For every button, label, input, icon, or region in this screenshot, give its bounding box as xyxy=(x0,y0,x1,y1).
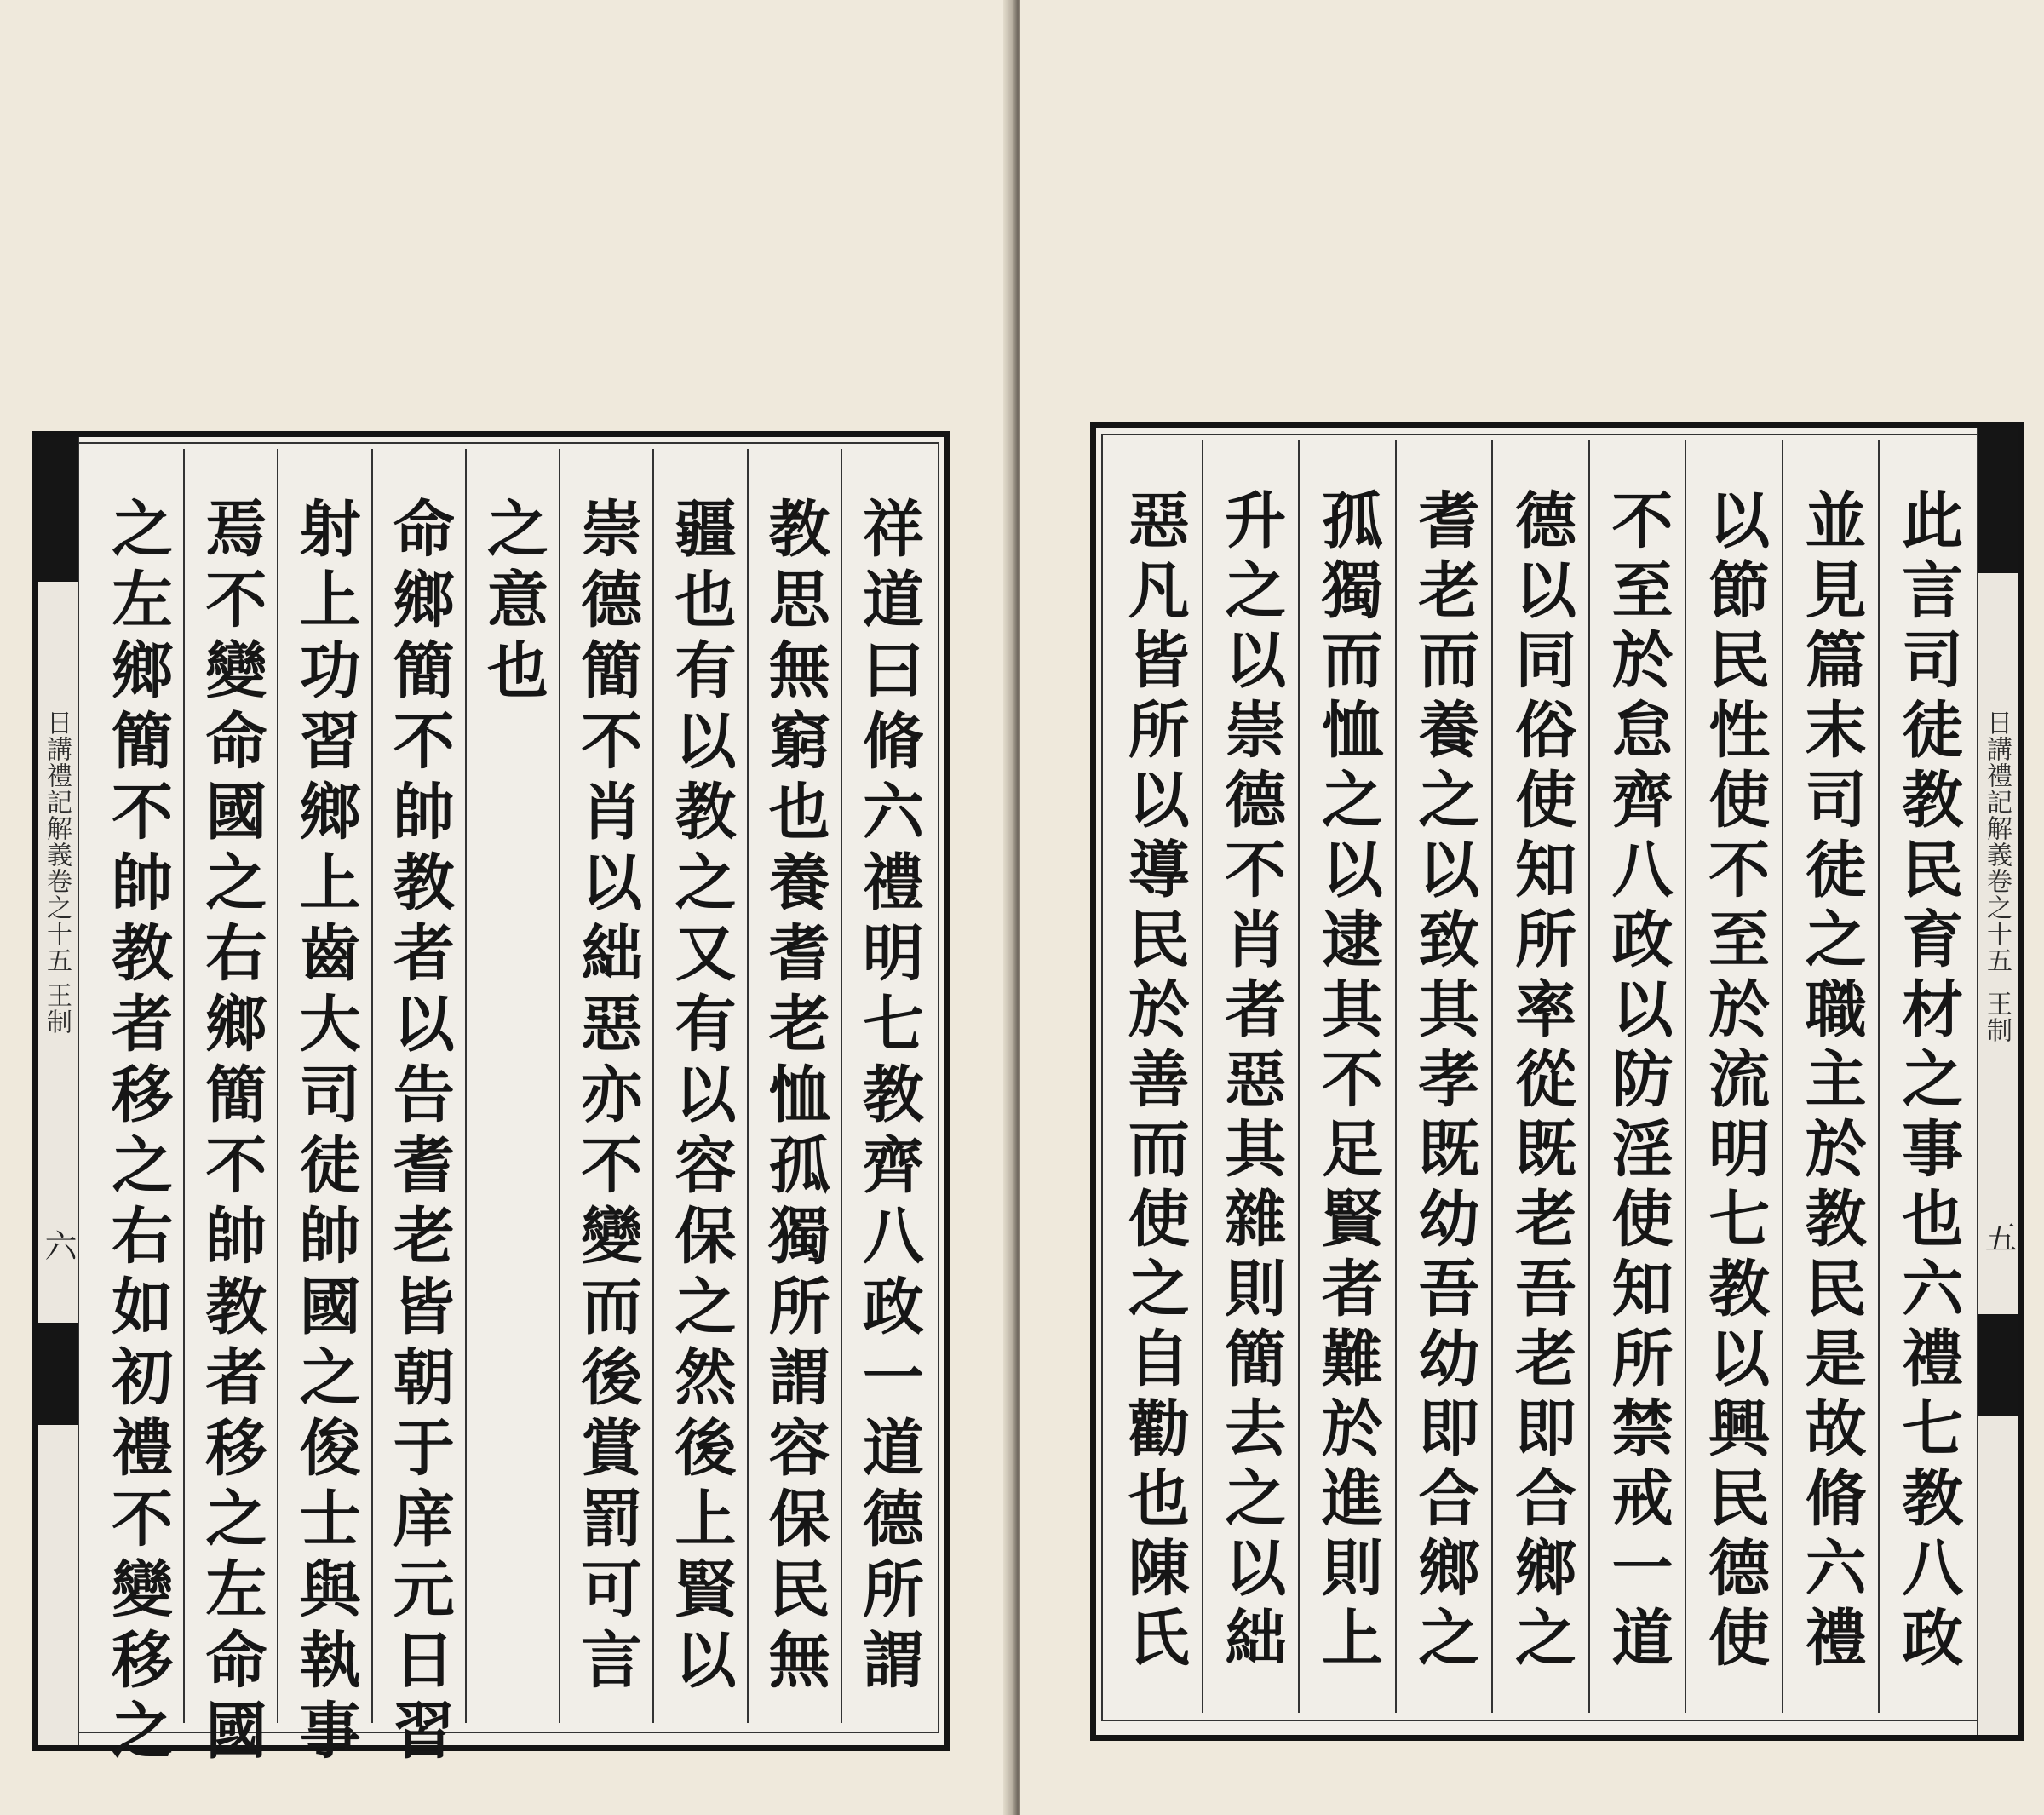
column-text: 焉不變命國之右鄉簡不帥教者移之左命國 xyxy=(195,497,268,1769)
column-text: 不至於怠齊八政以防淫使知所禁戒一道 xyxy=(1601,488,1674,1675)
fishtail-mark xyxy=(1978,428,2018,573)
text-column xyxy=(747,449,841,1723)
column-text: 德以同俗使知所率從既老吾老即合鄉之 xyxy=(1504,488,1577,1675)
fishtail-mark xyxy=(1978,1314,2018,1416)
right-fold-margin xyxy=(1977,428,2018,1735)
banxin-section: 王制 xyxy=(42,982,72,1035)
column-text: 之意也 xyxy=(477,497,550,709)
text-column xyxy=(1491,440,1588,1713)
column-text: 疆也有以教之又有以容保之然後上賢以 xyxy=(664,497,738,1698)
column-text: 此言司徒教民育材之事也六禮七教八政 xyxy=(1892,488,1965,1675)
column-text: 升之以崇德不肖者惡其雜則簡去之以絀 xyxy=(1214,488,1288,1675)
banxin-page-number: 五 xyxy=(1979,1221,2017,1253)
banxin-page-number: 六 xyxy=(39,1229,77,1261)
text-column xyxy=(1878,440,1975,1713)
column-text: 命鄉簡不帥教者以告耆老皆朝于庠元日習 xyxy=(382,497,456,1769)
text-columns xyxy=(91,449,934,1769)
column-text: 教思無窮也養耆老恤孤獨所謂容保民無 xyxy=(758,497,831,1698)
column-text: 孤獨而恤之以逮其不足賢者難於進則上 xyxy=(1311,488,1384,1675)
banxin-title: 日講禮記解義卷之十五 xyxy=(1982,709,2012,974)
left-page xyxy=(0,0,1013,1815)
column-text: 耆老而養之以致其孝既幼吾幼即合鄉之 xyxy=(1408,488,1481,1675)
text-column xyxy=(652,449,746,1723)
text-column xyxy=(371,449,465,1769)
fishtail-mark xyxy=(38,1323,78,1425)
column-text: 之左鄉簡不帥教者移之右如初禮不變移之 xyxy=(101,497,175,1769)
banxin-section: 王制 xyxy=(1982,991,2012,1043)
text-columns xyxy=(1106,440,1975,1713)
left-fold-margin xyxy=(38,437,79,1745)
left-text-block xyxy=(32,431,950,1769)
text-column xyxy=(1588,440,1685,1713)
column-text: 崇德簡不肖以絀惡亦不變而後賞罰可言 xyxy=(571,497,644,1698)
banxin-title: 日講禮記解義卷之十五 xyxy=(42,709,72,974)
text-column xyxy=(1202,440,1299,1713)
column-text: 以節民性使不至於流明七教以興民德使 xyxy=(1698,488,1771,1675)
column-text: 祥道曰脩六禮明七教齊八政一道德所謂 xyxy=(852,497,925,1698)
text-column xyxy=(841,449,934,1723)
text-column xyxy=(91,449,183,1769)
column-text: 射上功習鄉上齒大司徒帥國之俊士與執事 xyxy=(289,497,362,1769)
column-text: 惡凡皆所以導民於善而使之自勸也陳氏 xyxy=(1117,488,1191,1675)
text-column xyxy=(1782,440,1879,1713)
text-column xyxy=(277,449,370,1769)
text-column xyxy=(465,449,559,1723)
right-text-block xyxy=(1090,422,2024,1741)
text-column xyxy=(1685,440,1782,1713)
fishtail-mark xyxy=(38,437,78,582)
text-column xyxy=(1106,440,1202,1713)
text-column xyxy=(1298,440,1395,1713)
text-column xyxy=(183,449,277,1769)
column-text: 並見篇末司徒之職主於教民是故脩六禮 xyxy=(1794,488,1868,1675)
text-column xyxy=(1395,440,1492,1713)
text-column xyxy=(559,449,652,1723)
